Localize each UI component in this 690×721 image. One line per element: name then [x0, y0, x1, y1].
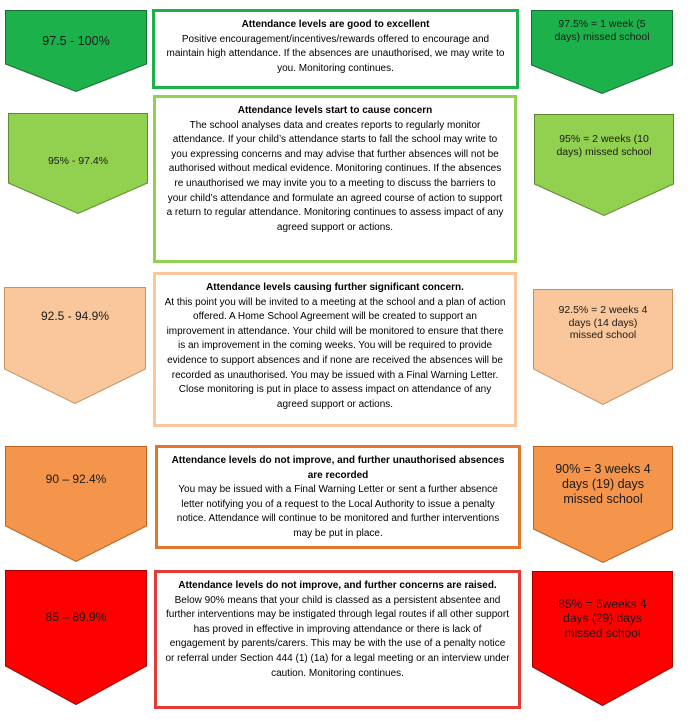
missed-arrow-4 [533, 446, 673, 563]
range-label-4: 90 – 92.4% [45, 472, 107, 486]
level-body-5: Below 90% means that your child is classed as a persistent absentee and further interventions may be instigated through legal routes if all other support has proved in effective in improving attendance or there is lack of engagement by parents/carers. This may be with the use of a penalty notice or referral under Section 444 (1) (1a) for a legal meeting or an interview under caution. Monitoring continues. [165, 594, 510, 679]
missed-label-1: 97.5% = 1 week (5 days) missed school [554, 18, 650, 43]
level-title-5: Attendance levels do not improve, and further concerns are raised. [178, 580, 497, 591]
range-label-3: 92.5 - 94.9% [40, 309, 110, 323]
missed-arrow-1 [531, 10, 673, 94]
missed-arrow-2 [534, 114, 674, 216]
level-title-2: Attendance levels start to cause concern [237, 105, 433, 116]
range-label-5: 85 – 89.9% [45, 610, 107, 624]
missed-label-3: 92.5% = 2 weeks 4 days (14 days) missed school [558, 304, 648, 342]
missed-arrow-shape-2 [534, 114, 674, 216]
level-box-3 [153, 272, 517, 427]
arrow-shape-3 [4, 287, 146, 404]
level-body-3: At this point you will be invited to a meeting at the school and a plan of action offered. A Home School Agreement will be created to support an improvement in attendance. Your child will be monitored to ensure that there is an improvement in the coming weeks. You will be required to provide evidence to support absences and if none are received the absences will be recorded as unauthorised. You may be issued with a Final Warning Letter. Close monitoring is put in place to assess impact on attendance of any agreed support or actions. [164, 296, 506, 410]
level-body-1: Positive encouragement/incentives/rewards offered to encourage and maintain high attendance. If the absences are unauthorised, we may write to you. Monitoring continues. [166, 33, 505, 74]
level-title-1: Attendance levels are good to excellent [241, 19, 430, 30]
arrow-shape-5 [5, 570, 147, 705]
missed-arrow-3 [533, 289, 673, 405]
range-label-2: 95% - 97.4% [47, 155, 109, 167]
range-arrow-1 [5, 10, 147, 92]
level-box-1 [152, 9, 519, 89]
level-title-4: Attendance levels do not improve, and further unauthorised absences are recorded [171, 455, 505, 481]
missed-label-4: 90% = 3 weeks 4 days (19) days missed school [555, 462, 651, 506]
level-box-4 [155, 445, 521, 549]
range-arrow-3 [4, 287, 146, 404]
range-arrow-4 [5, 446, 147, 562]
missed-label-2: 95% = 2 weeks (10 days) missed school [556, 133, 652, 158]
range-arrow-5 [5, 570, 147, 705]
missed-label-5: 85% = 5weeks 4 days (29) days missed school [558, 597, 647, 640]
level-box-2 [153, 95, 517, 263]
arrow-shape-1 [5, 10, 147, 92]
level-body-2: The school analyses data and creates reports to regularly monitor attendance. If your child’s attendance starts to fall the school may write to you expressing concerns and may advise that further absences will not be authorised without medical evidence. Monitoring continues. If the absences re unauthorised we may invite you to a meeting to discuss the barriers to your child’s attendance and formulate an agreed course of action to support a return to regular attendance. Monitoring continues to assess impact of any agreed support or actions. [166, 119, 504, 233]
arrow-shape-4 [5, 446, 147, 562]
range-arrow-2 [8, 113, 148, 214]
missed-arrow-5 [532, 571, 673, 706]
level-body-4: You may be issued with a Final Warning Letter or sent a further absence letter notifying you of a request to the Local Authority to issue a penalty notice. Attendance will continue to be monitored and further interventions may be put in place. [176, 484, 500, 539]
level-title-3: Attendance levels causing further significant concern. [206, 282, 464, 293]
range-label-1: 97.5 - 100% [42, 34, 110, 48]
level-box-5 [154, 570, 521, 709]
